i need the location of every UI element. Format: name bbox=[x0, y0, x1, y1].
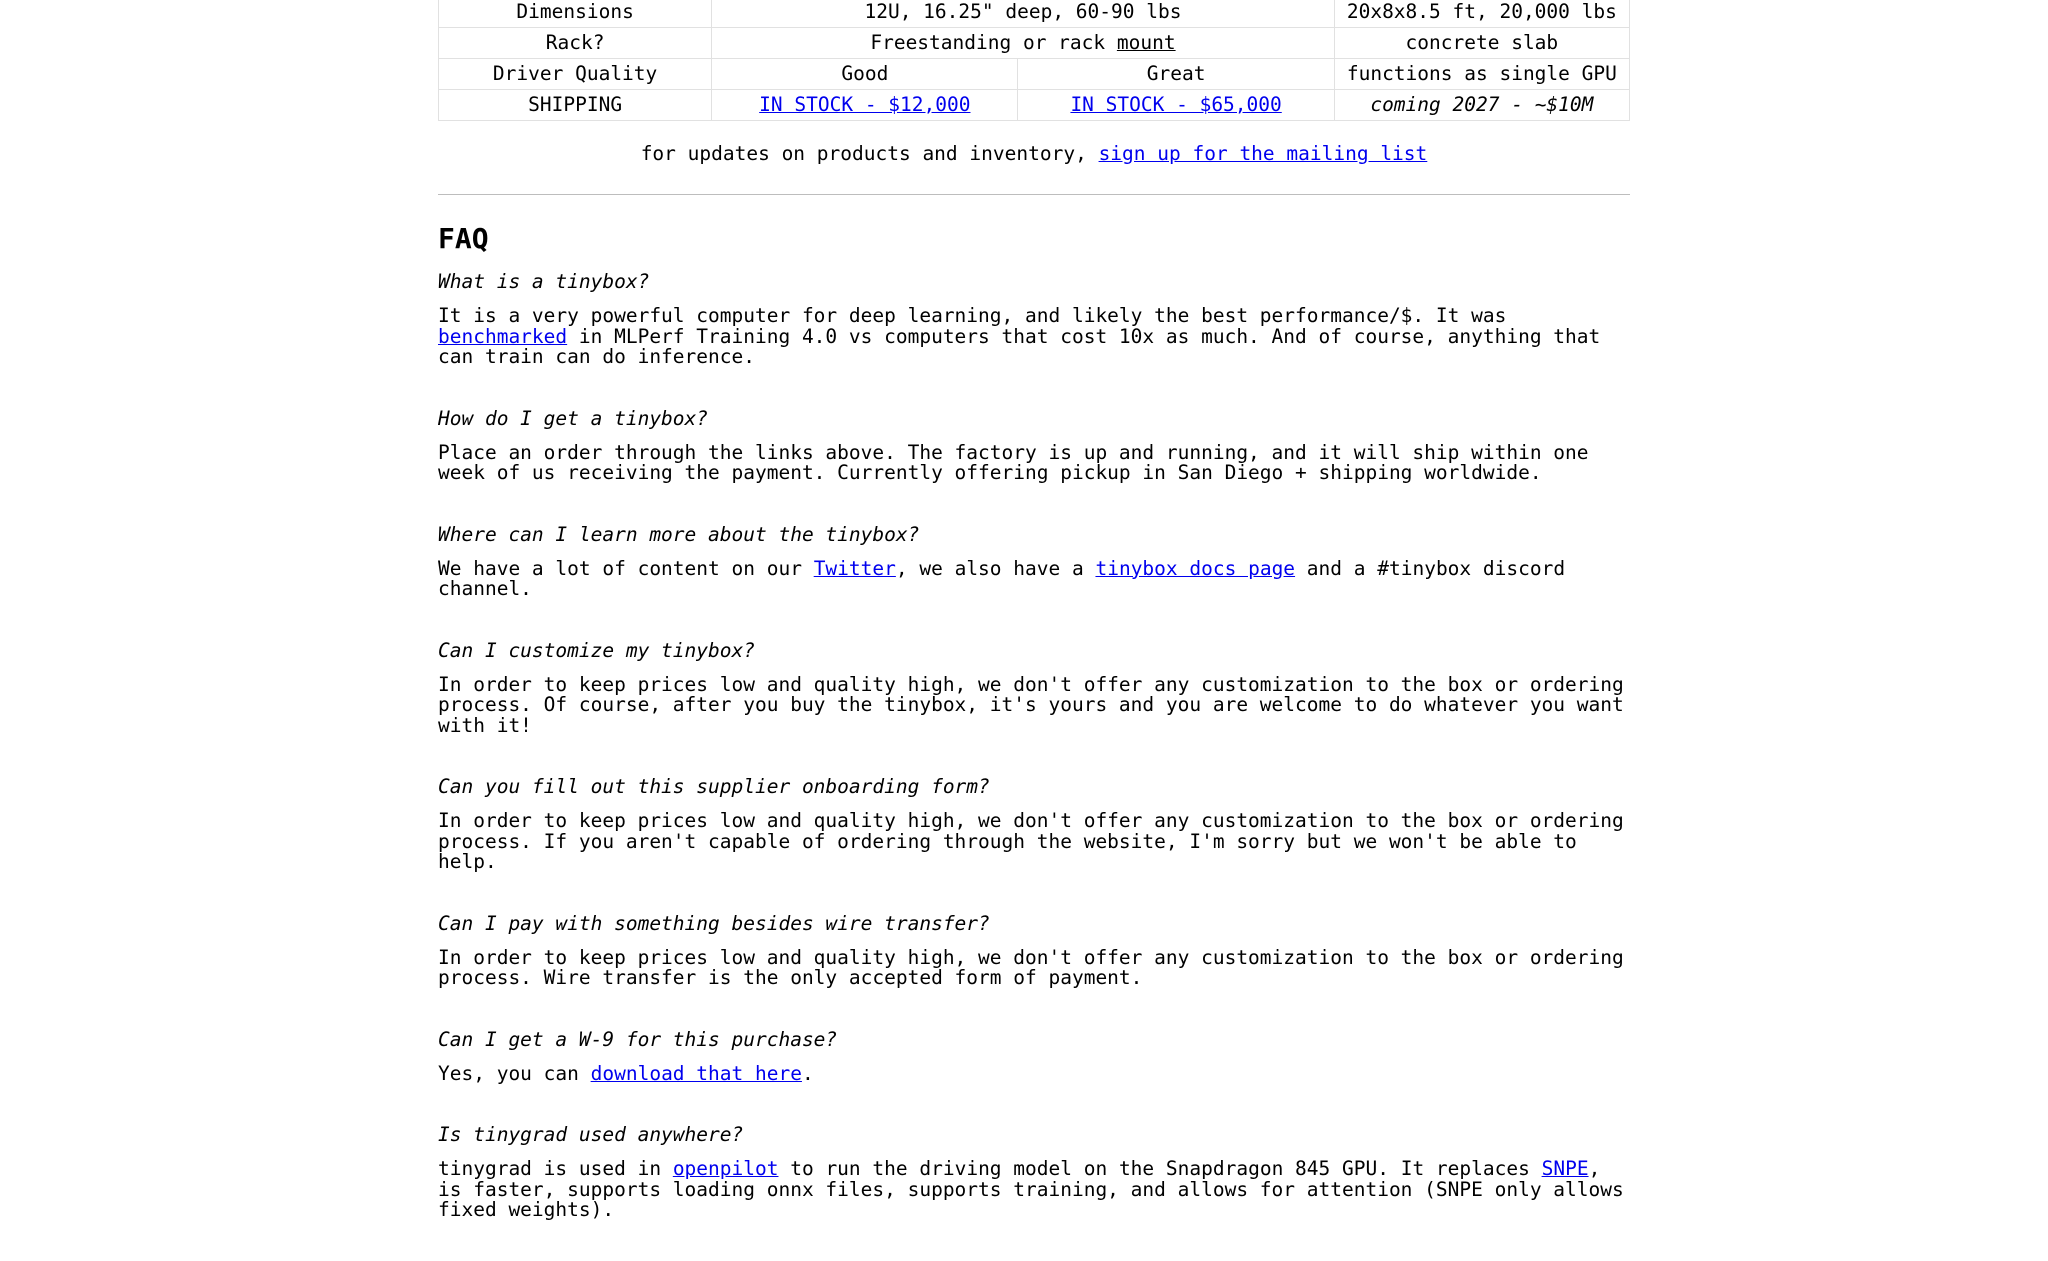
faq-item bbox=[438, 1124, 1630, 1221]
faq-question: Where can I learn more about the tinybox? bbox=[438, 522, 920, 546]
row-value-last: coming 2027 - ~$10M bbox=[1334, 90, 1629, 121]
faq-item bbox=[438, 640, 1630, 737]
answer-text: , we also have a bbox=[895, 556, 1096, 580]
faq-item bbox=[438, 524, 1630, 600]
answer-text: Yes, you can bbox=[438, 1061, 591, 1085]
table-row bbox=[439, 28, 1630, 59]
faq-answer: Place an order through the links above. The factory is up and running, and it will ship within one week of us receiving the payment. Currently offering pickup in San Diego + shipping worldwide. bbox=[438, 440, 1589, 484]
buy-green-link[interactable]: IN STOCK - $65,000 bbox=[1070, 93, 1282, 116]
faq-question: Can I get a W-9 for this purchase? bbox=[438, 1027, 838, 1051]
w9-download-link[interactable]: download that here bbox=[590, 1061, 802, 1085]
snpe-link[interactable]: SNPE bbox=[1541, 1157, 1589, 1180]
mailing-text: for updates on products and inventory, bbox=[640, 142, 1099, 165]
table-row bbox=[439, 90, 1630, 121]
page-content bbox=[438, 0, 1630, 1261]
faq-item bbox=[438, 776, 1630, 873]
faq-answer bbox=[438, 556, 1630, 600]
docs-page-link[interactable]: tinybox docs page bbox=[1095, 556, 1296, 580]
mailing-notice bbox=[438, 142, 1630, 166]
faq-question: How do I get a tinybox? bbox=[438, 406, 709, 430]
row-value bbox=[712, 28, 1335, 59]
row-value-last: functions as single GPU bbox=[1334, 59, 1629, 90]
faq-answer bbox=[438, 1061, 1630, 1085]
divider bbox=[438, 194, 1630, 195]
table-row bbox=[439, 59, 1630, 90]
answer-text: in MLPerf Training 4.0 vs computers that cost 10x as much. And of course, anything that can train can do inference. bbox=[438, 324, 1601, 368]
answer-text: tinygrad is used in bbox=[438, 1157, 673, 1180]
answer-text: , is faster, supports loading onnx files, supports training, and allows for attention (SNPE only allows fixed weights). bbox=[438, 1157, 1624, 1221]
faq-answer: In order to keep prices low and quality high, we don't offer any customization to the box or ordering process. If you aren't capable of ordering through the website, I'm sorry but we won't be able to help. bbox=[438, 809, 1624, 873]
answer-text: to run the driving model on the Snapdragon 845 GPU. It replaces bbox=[778, 1157, 1542, 1180]
openpilot-link[interactable]: openpilot bbox=[672, 1157, 779, 1180]
row-value: 12U, 16.25" deep, 60-90 lbs bbox=[712, 0, 1335, 28]
faq-answer: In order to keep prices low and quality high, we don't offer any customization to the box or ordering process. Of course, after you buy the tinybox, it's yours and you are welcome to do whatever you want with it! bbox=[438, 672, 1624, 737]
faq-item bbox=[438, 913, 1630, 989]
faq-item bbox=[438, 1029, 1630, 1085]
specs-table bbox=[438, 0, 1630, 121]
faq-heading: FAQ bbox=[438, 222, 489, 255]
row-value-last: concrete slab bbox=[1334, 28, 1629, 59]
mailing-list-link[interactable]: sign up for the mailing list bbox=[1098, 142, 1428, 165]
row-value-last: 20x8x8.5 ft, 20,000 lbs bbox=[1334, 0, 1629, 28]
row-value-col2: Good bbox=[712, 59, 1018, 90]
faq-question: Can you fill out this supplier onboarding form? bbox=[438, 775, 990, 798]
faq-answer bbox=[438, 1159, 1630, 1221]
rack-value-text: Freestanding or rack bbox=[870, 31, 1117, 54]
buy-red-link[interactable]: IN STOCK - $12,000 bbox=[759, 93, 971, 116]
faq-answer: In order to keep prices low and quality high, we don't offer any customization to the box or ordering process. Wire transfer is the only accepted form of payment. bbox=[438, 945, 1624, 989]
faq-question: What is a tinybox? bbox=[438, 270, 650, 293]
twitter-link[interactable]: Twitter bbox=[813, 556, 896, 580]
faq-answer bbox=[438, 306, 1630, 368]
faq-question: Can I customize my tinybox? bbox=[438, 638, 755, 662]
answer-text: . bbox=[801, 1061, 814, 1085]
row-label: Driver Quality bbox=[439, 59, 712, 90]
faq-question: Can I pay with something besides wire transfer? bbox=[438, 911, 990, 935]
answer-text: It is a very powerful computer for deep learning, and likely the best performance/$. It was bbox=[438, 304, 1507, 327]
table-row bbox=[439, 0, 1630, 28]
faq-item bbox=[438, 271, 1630, 368]
faq-question: Is tinygrad used anywhere? bbox=[438, 1123, 744, 1146]
answer-text: and a #tinybox discord channel. bbox=[438, 556, 1566, 600]
row-value-col3 bbox=[1018, 90, 1334, 121]
answer-text: We have a lot of content on our bbox=[438, 556, 814, 580]
faq-list bbox=[438, 271, 1630, 1221]
row-value-col3: Great bbox=[1018, 59, 1334, 90]
faq-item bbox=[438, 408, 1630, 484]
row-label: Dimensions bbox=[439, 0, 712, 28]
benchmarked-link[interactable]: benchmarked bbox=[438, 324, 568, 348]
row-label: Rack? bbox=[439, 28, 712, 59]
mount-link[interactable]: mount bbox=[1116, 31, 1176, 54]
row-value-col2 bbox=[712, 90, 1018, 121]
row-label: SHIPPING bbox=[439, 90, 712, 121]
